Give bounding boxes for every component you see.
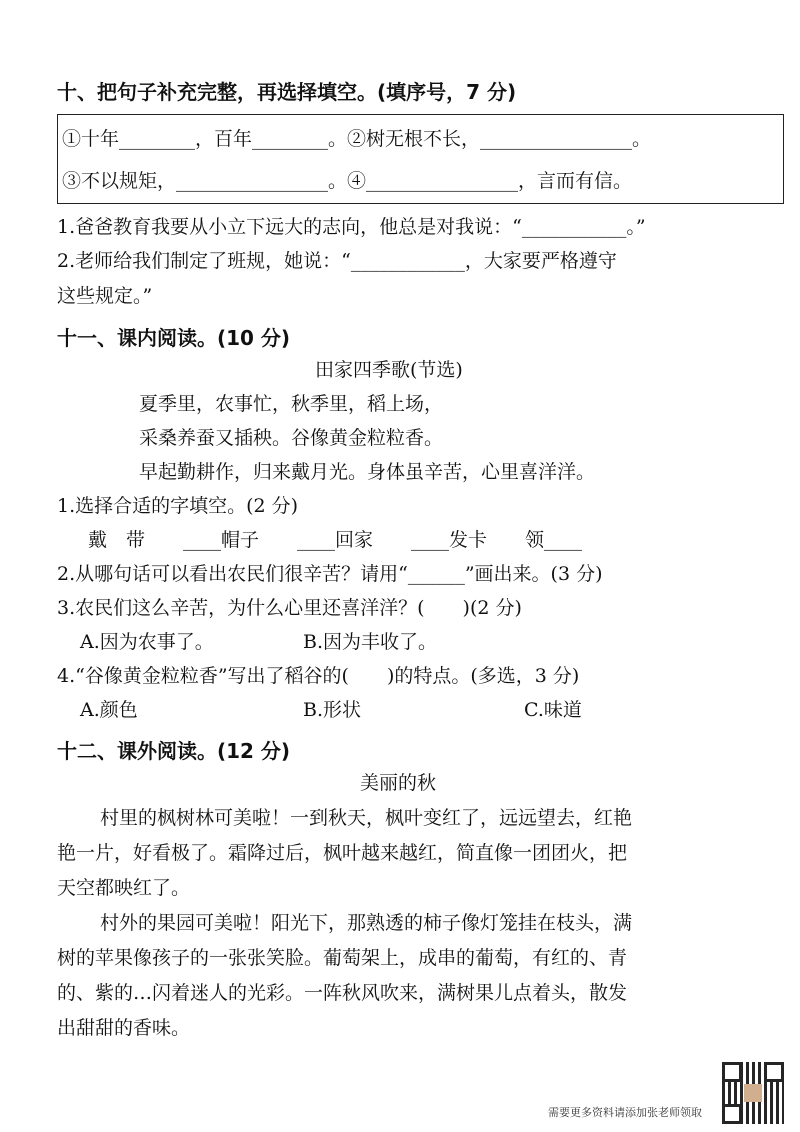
s11-q4-option-a: A.颜色 [80, 699, 138, 721]
footer-note: 需要更多资料请添加张老师领取 [548, 1106, 702, 1119]
passage-p2-line-3: 的、紫的…闪着迷人的光彩。一阵秋风吹来，满树果儿点着头，散发 [57, 982, 628, 1004]
section-11-heading: 十一、课内阅读。(10 分) [57, 326, 291, 350]
passage-title: 美丽的秋 [360, 772, 437, 794]
idiom-box-line-2: ③不以规矩，________________。④________________，言而有信。 [62, 170, 633, 192]
poem-line-3: 早起勤耕作，归来戴月光。身体虽辛苦，心里喜洋洋。 [139, 461, 596, 483]
s10-question-2-cont: 这些规定。” [57, 285, 153, 307]
s11-q4-option-b: B.形状 [303, 699, 362, 721]
s10-question-2: 2.老师给我们制定了班规，她说：“____________，大家要严格遵守 [57, 250, 617, 272]
s11-q4-option-c: C.味道 [524, 699, 582, 721]
s11-question-3: 3.农民们这么辛苦，为什么心里还喜洋洋？( )(2 分) [57, 597, 522, 619]
passage-p1-line-1: 村里的枫树林可美啦！一到秋天，枫叶变红了，远远望去，红艳 [100, 807, 633, 829]
s11-q3-option-b: B.因为丰收了。 [303, 631, 438, 653]
s11-question-4: 4.“谷像黄金粒粒香”写出了稻谷的( )的特点。(多选，3 分) [57, 665, 580, 687]
poem-title: 田家四季歌(节选) [315, 359, 463, 381]
poem-line-2: 采桑养蚕又插秧。谷像黄金粒粒香。 [139, 427, 444, 449]
s11-q3-option-a: A.因为农事了。 [80, 631, 214, 653]
passage-p2-line-4: 出甜甜的香味。 [57, 1017, 191, 1039]
poem-line-1: 夏季里，农事忙，秋季里，稻上场， [139, 393, 444, 415]
section-10-heading: 十、把句子补充完整，再选择填空。(填序号，7 分) [57, 80, 517, 104]
s11-question-2: 2.从哪句话可以看出农民们很辛苦？请用“______”画出来。(3 分) [57, 563, 603, 585]
s11-question-1: 1.选择合适的字填空。(2 分) [57, 495, 299, 517]
passage-p2-line-2: 树的苹果像孩子的一张张笑脸。葡萄架上，成串的葡萄，有红的、青 [57, 947, 628, 969]
s11-question-1-options: 戴 带 ____帽子 ____回家 ____发卡 领____ [88, 529, 583, 551]
passage-p2-line-1: 村外的果园可美啦！阳光下，那熟透的柿子像灯笼挂在枝头，满 [100, 912, 633, 934]
section-12-heading: 十二、课外阅读。(12 分) [57, 739, 291, 763]
idiom-box-line-1: ①十年________，百年________。②树无根不长，________________。 [62, 128, 652, 150]
passage-p1-line-2: 艳一片，好看极了。霜降过后，枫叶越来越红，简直像一团团火，把 [57, 842, 628, 864]
passage-p1-line-3: 天空都映红了。 [57, 877, 191, 899]
qr-code-icon [722, 1062, 784, 1124]
s10-question-1: 1.爸爸教育我要从小立下远大的志向，他总是对我说：“___________。” [57, 216, 646, 238]
